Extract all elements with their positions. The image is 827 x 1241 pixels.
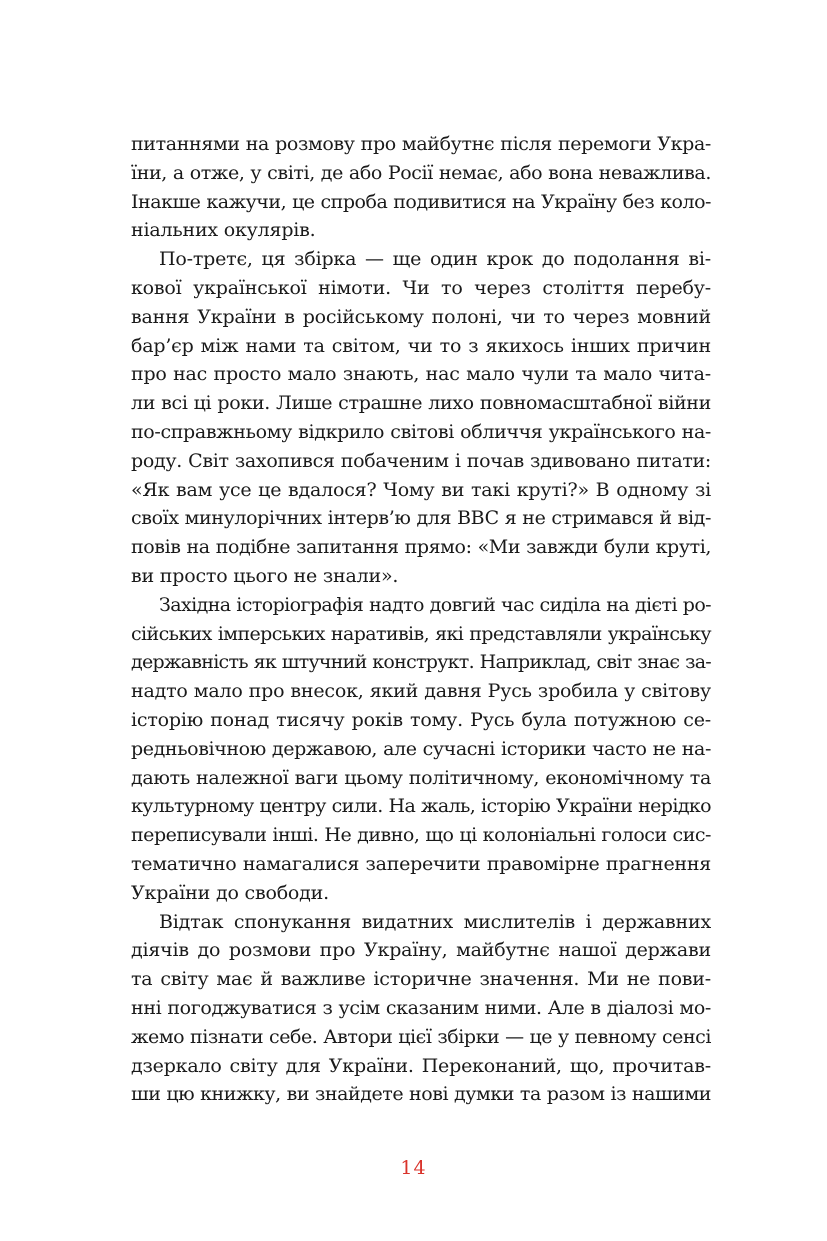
text-line: державність як штучний конструкт. Наприклад, світ знає за- [131, 651, 711, 674]
text-line: редньовічною державою, але сучасні історики часто не на- [131, 737, 711, 760]
text-line: про нас просто мало знають, нас мало чули та мало чита- [131, 363, 711, 386]
text-line: По-третє, ця збірка — ще один крок до подолання ві- [159, 248, 711, 271]
text-line: своїх минулорічних інтерв’ю для BBC я не стримався й від- [131, 507, 711, 530]
text-line: тематично намагалися заперечити правомірне прагнення [131, 852, 711, 875]
text-line: ніальних окулярів. [131, 219, 316, 242]
text-line: їни, а отже, у світі, де або Росії немає, або вона неважлива. [131, 161, 711, 184]
paragraph-1 [131, 130, 711, 245]
text-line: надто мало про внесок, який давня Русь зробила у світову [131, 680, 711, 703]
text-line: переписували інші. Не дивно, що ці колоніальні голоси сис- [131, 824, 711, 847]
paragraph-2 [131, 245, 711, 591]
text-line: ви просто цього не знали». [131, 564, 399, 587]
text-line: питаннями на розмову про майбутнє після перемоги Укра- [131, 133, 711, 155]
text-line: нні погоджуватися з усім сказаним ними. Але в діалозі мо- [131, 996, 711, 1019]
text-line: ши цю книжку, ви знайдете нові думки та разом із нашими [131, 1083, 711, 1106]
text-line: історію понад тисячу років тому. Русь була потужною се- [131, 708, 711, 731]
text-line: діячів до розмови про Україну, майбутнє нашої держави [131, 939, 711, 962]
text-line: сійських імперських наративів, які представляли українську [131, 622, 711, 645]
text-line: роду. Світ захопився побаченим і почав здивовано питати: [131, 449, 711, 472]
paragraph-3 [131, 591, 711, 908]
text-line: дають належної ваги цьому політичному, економічному та [131, 766, 711, 789]
text-line: України до свободи. [131, 881, 329, 904]
paragraph-4 [131, 908, 711, 1110]
body-text [131, 130, 711, 1109]
text-line: жемо пізнати себе. Автори цієї збірки — це у певному сенсі [131, 1025, 711, 1048]
text-line: вання України в російському полоні, чи то через мовний [131, 305, 711, 328]
text-line: кової української німоти. Чи то через століття перебу- [131, 276, 711, 299]
text-line: «Як вам усе це вдалося? Чому ви такі круті?» В одному зі [131, 478, 711, 501]
text-line: культурному центру сили. На жаль, історію України нерідко [131, 795, 711, 818]
text-line: бар’єр між нами та світом, чи то з якихось інших причин [131, 334, 711, 357]
text-line: ли всі ці роки. Лише страшне лихо повномасштабної війни [131, 392, 711, 415]
text-line: Західна історіографія надто довгий час сиділа на дієті ро- [159, 593, 711, 616]
text-line: Відтак спонукання видатних мислителів і державних [159, 910, 711, 933]
text-line: по-справжньому відкрило світові обличчя українського на- [131, 420, 711, 443]
text-line: повів на подібне запитання прямо: «Ми завжди були круті, [131, 536, 711, 559]
page-number: 14 [400, 1157, 427, 1179]
text-line: дзеркало світу для України. Переконаний, що, прочитав- [131, 1054, 711, 1077]
text-line: Інакше кажучи, це спроба подивитися на Україну без коло- [131, 190, 711, 213]
text-line: та світу має й важливе історичне значення. Ми не пови- [131, 968, 711, 991]
